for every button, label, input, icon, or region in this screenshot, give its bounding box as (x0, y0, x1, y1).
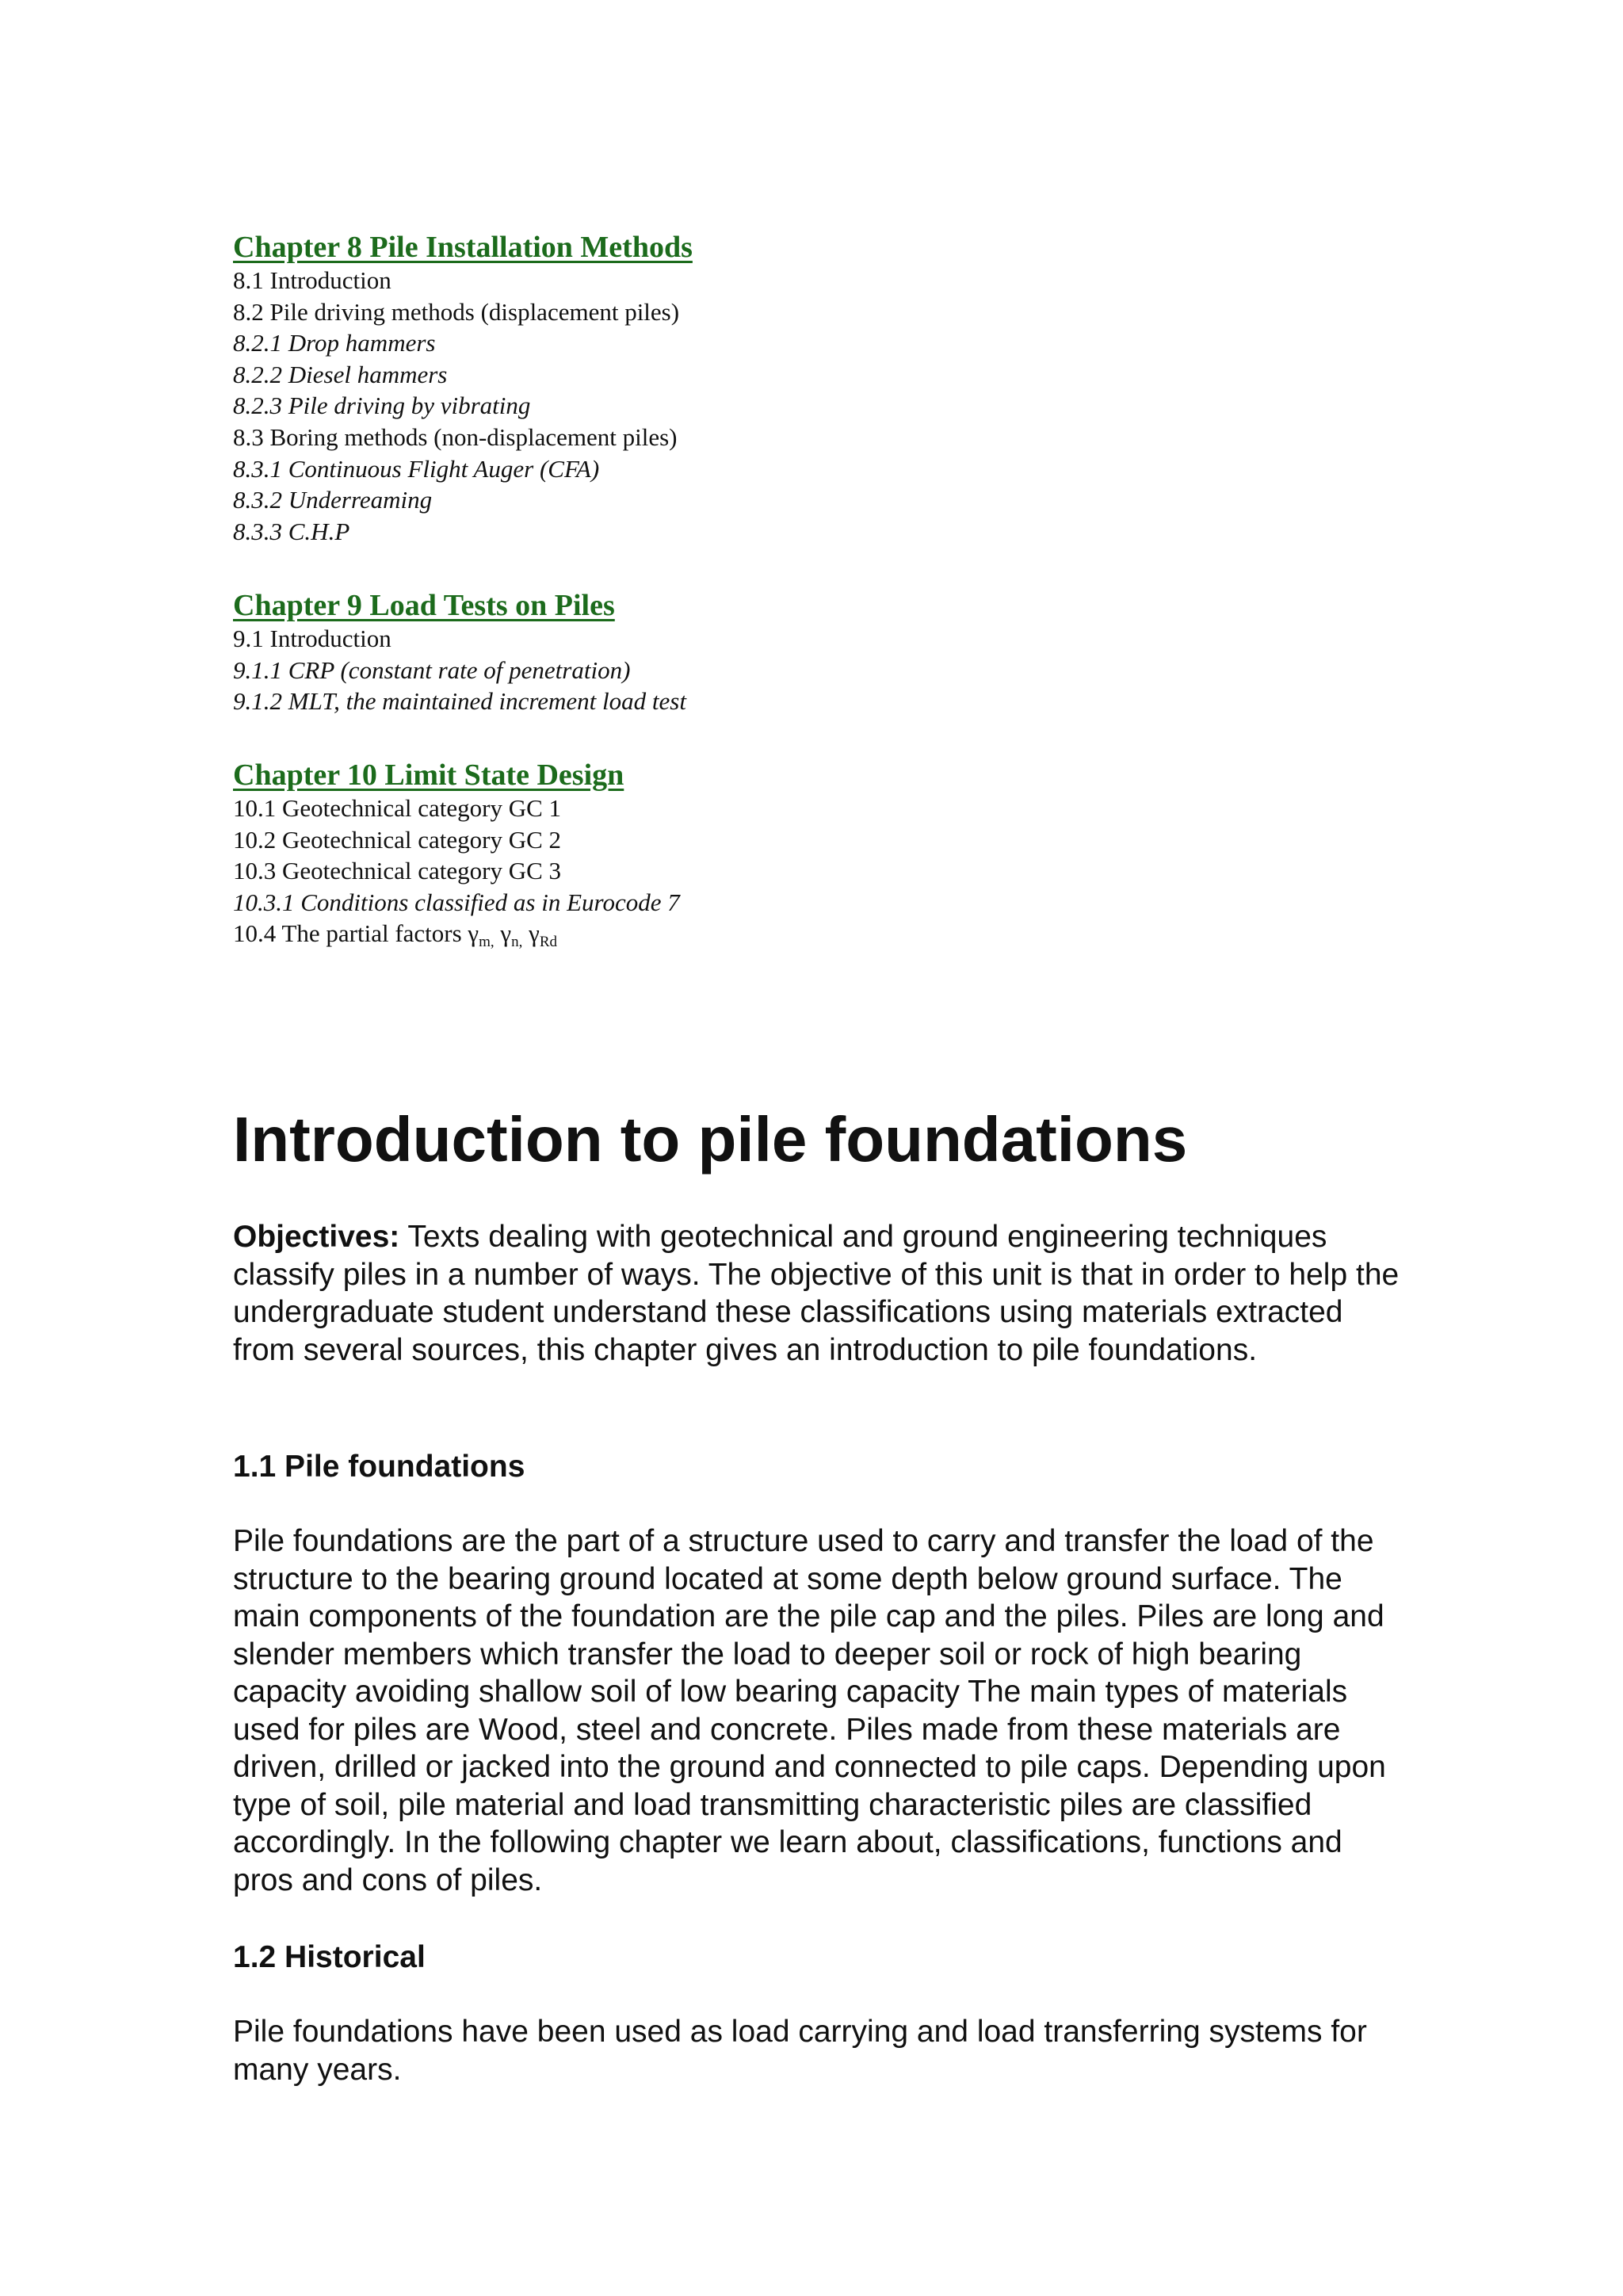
subscript-rd: Rd (539, 934, 557, 951)
toc-chapter-9-list (233, 623, 1406, 717)
section-paragraph: Pile foundations have been used as load carrying and load transferring systems for many years. (233, 2015, 1367, 2087)
toc-item: 8.3.2 Underreaming (233, 486, 433, 514)
gamma-symbol: γ (529, 919, 540, 948)
toc-chapter-10-link[interactable]: Chapter 10 Limit State Design (233, 758, 624, 792)
toc-item: 8.2 Pile driving methods (displacement piles) (233, 297, 680, 326)
objectives-section (233, 1218, 1406, 1369)
toc-item: 8.3.3 C.H.P (233, 517, 350, 545)
toc-item: 9.1.1 CRP (constant rate of penetration) (233, 655, 631, 684)
objectives-label: Objectives: (233, 1220, 400, 1254)
toc-item: 10.2 Geotechnical category GC 2 (233, 825, 562, 854)
toc-item: 8.1 Introduction (233, 266, 391, 294)
toc-item-partial-factors (233, 918, 1406, 958)
gamma-symbol: γ (468, 919, 479, 948)
section-paragraph: Pile foundations are the part of a structure used to carry and transfer the load of the structure to the bearing ground located at some depth below ground surface. The main components of the foundation are the pile cap and the piles. Piles are long and slender members which transfer the load to deeper soil or rock of high bearing capacity avoiding shallow soil of low bearing capacity The main types of materials used for piles are Wood, steel and concrete. Piles made from these materials are driven, drilled or jacked into the ground and connected to pile caps. Depending upon type of soil, pile material and load transmitting characteristic piles are classified accordingly. In the following chapter we learn about, classifications, functions and pros and cons of piles. (233, 1524, 1386, 1897)
toc-chapter-10 (233, 758, 1406, 958)
section-heading: 1.1 Pile foundations (233, 1450, 525, 1484)
subscript-m: m, (479, 934, 495, 951)
toc-chapter-8 (233, 230, 1406, 547)
toc-item: 8.2.3 Pile driving by vibrating (233, 392, 531, 420)
toc-item: 10.3.1 Conditions classified as in Eurocode 7 (233, 888, 680, 916)
toc-item: 9.1.2 MLT, the maintained increment load test (233, 687, 686, 716)
section-1-1-body (233, 1522, 1406, 1899)
toc-chapter-9-link[interactable]: Chapter 9 Load Tests on Piles (233, 589, 615, 622)
toc-item: 8.2.1 Drop hammers (233, 329, 436, 357)
toc-chapter-9 (233, 588, 1406, 717)
section-heading: 1.2 Historical (233, 1940, 426, 1974)
section-1-1 (233, 1448, 1406, 1485)
toc-item: 10.1 Geotechnical category GC 1 (233, 794, 562, 822)
subscript-n: n, (511, 934, 523, 951)
toc-chapter-10-list (233, 793, 1406, 958)
page-title: Introduction to pile foundations (233, 1104, 1188, 1175)
objectives-paragraph (233, 1218, 1406, 1369)
section-1-2 (233, 1939, 1406, 1976)
toc-chapter-8-link[interactable]: Chapter 8 Pile Installation Methods (233, 231, 693, 264)
toc-item: 8.2.2 Diesel hammers (233, 360, 448, 388)
toc-item: 10.3 Geotechnical category GC 3 (233, 857, 562, 885)
partial-factors-prefix: 10.4 The partial factors (233, 919, 468, 948)
gamma-symbol: γ (500, 919, 512, 948)
toc-item: 8.3.1 Continuous Flight Auger (CFA) (233, 454, 600, 483)
section-1-2-body (233, 2013, 1406, 2088)
toc-item: 8.3 Boring methods (non-displacement piles) (233, 422, 678, 451)
toc-chapter-8-list (233, 265, 1406, 547)
objectives-text: Texts dealing with geotechnical and ground engineering techniques classify piles in a number of ways. The objective of this unit is that in order to help the undergraduate student understand these classifications using materials extracted from several sources, this chapter gives an introduction to pile foundations. (233, 1220, 1400, 1367)
toc-item: 9.1 Introduction (233, 625, 391, 652)
